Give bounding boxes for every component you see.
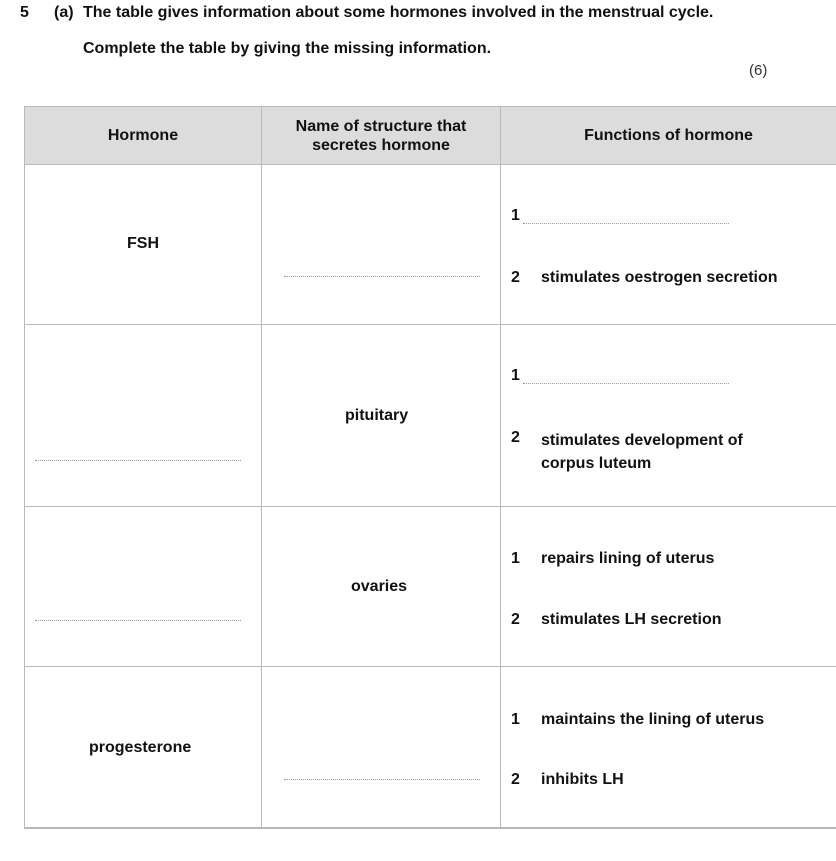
row2-function-2-number: 2 [511, 429, 520, 446]
row2-hormone-cell [24, 324, 261, 506]
row1-hormone-cell [24, 164, 261, 324]
row4-function-1-text: maintains the lining of uterus [541, 711, 765, 728]
row2-function-2-text: stimulates development of corpus luteum [541, 432, 743, 472]
marks-available: (6) [749, 62, 768, 79]
row2-structure-cell [261, 324, 500, 506]
row1-function-2-text: stimulates oestrogen secretion [541, 269, 778, 286]
question-part: (a) [54, 4, 74, 21]
row4-function-2-text: inhibits LH [541, 771, 624, 788]
header-structure [261, 106, 500, 164]
row2-structure: pituitary [345, 407, 409, 424]
header-hormone-label: Hormone [107, 127, 179, 144]
hormone-table [24, 106, 836, 828]
row1-structure-answer-line[interactable] [284, 276, 480, 277]
row1-functions-cell [500, 164, 836, 324]
row4-structure-cell [261, 666, 500, 828]
row2-hormone-answer-line[interactable] [35, 460, 241, 461]
header-functions [500, 106, 836, 164]
row4-hormone: progesterone [89, 739, 192, 756]
row3-function-1-number: 1 [511, 550, 520, 567]
row3-structure-cell [261, 506, 500, 666]
row2-functions-cell [500, 324, 836, 506]
row4-functions-cell [500, 666, 836, 828]
row3-functions-cell [500, 506, 836, 666]
row3-hormone-cell [24, 506, 261, 666]
row4-function-1-number: 1 [511, 711, 520, 728]
header-structure-label: Name of structure that secretes hormone [295, 117, 467, 154]
header-hormone [24, 106, 261, 164]
row1-function-1-number: 1 [511, 207, 520, 224]
table-bottom-border [24, 827, 836, 829]
row3-structure: ovaries [351, 578, 408, 595]
row3-function-1-text: repairs lining of uterus [541, 550, 715, 567]
question-number: 5 [20, 4, 29, 21]
row3-function-2-number: 2 [511, 611, 520, 628]
question-text: The table gives information about some hormones involved in the menstrual cycle. [83, 4, 714, 21]
row3-hormone-answer-line[interactable] [35, 620, 241, 621]
question-instruction: Complete the table by giving the missing information. [83, 40, 492, 57]
row4-structure-answer-line[interactable] [284, 779, 480, 780]
row1-structure-cell [261, 164, 500, 324]
row2-function-1-number: 1 [511, 367, 520, 384]
row1-function-2-number: 2 [511, 269, 520, 286]
row1-hormone: FSH [127, 235, 159, 252]
row3-function-2-text: stimulates LH secretion [541, 611, 722, 628]
header-functions-label: Functions of hormone [584, 127, 753, 144]
row4-function-2-number: 2 [511, 771, 520, 788]
row4-hormone-cell [24, 666, 261, 828]
row1-function-1-answer-line[interactable] [523, 223, 729, 224]
row2-function-1-answer-line[interactable] [523, 383, 729, 384]
